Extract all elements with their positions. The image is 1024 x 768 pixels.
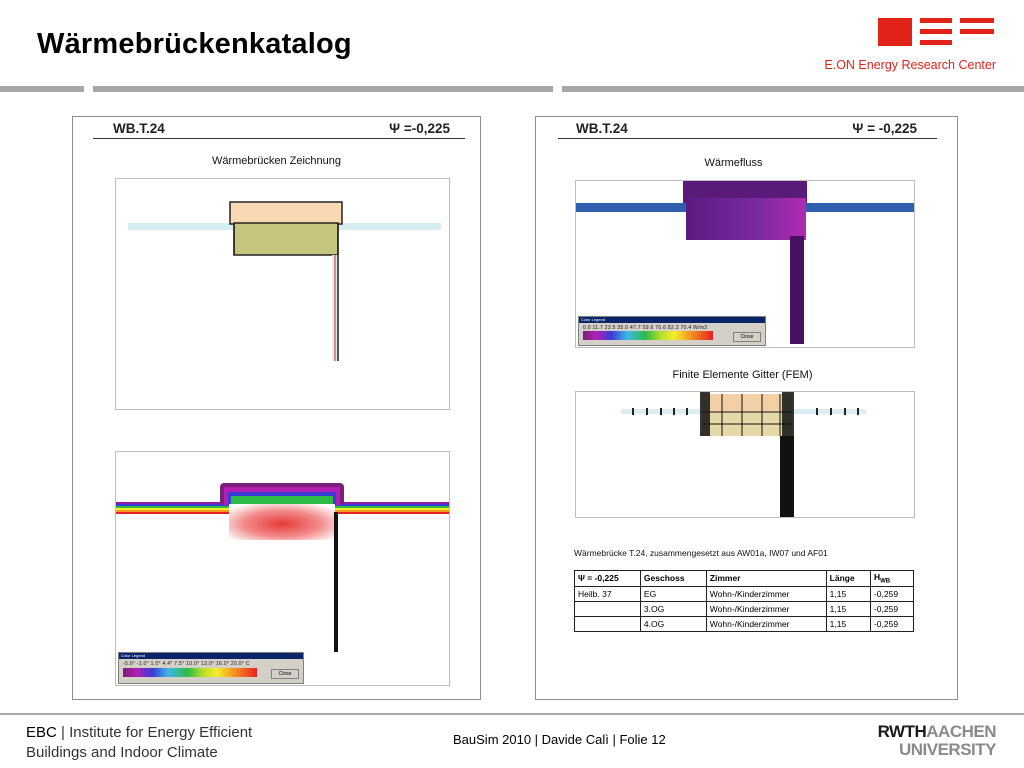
right-panel-id: WB.T.24 [576,121,628,136]
table-cell: Heilb. 37 [575,586,641,601]
ebc-abbr: EBC [26,724,57,741]
table-header-psi: Ψ = -0,225 [575,571,641,587]
table-cell: -0,259 [870,616,913,631]
table-cell: Wohn-/Kinderzimmer [706,616,826,631]
temperature-field-figure [115,451,450,686]
legend-title: Color Legend [581,317,606,322]
eon-mark-icon [876,16,996,46]
ebc-institute-logo: EBC | Institute for Energy Efficient Buildings and Indoor Climate [26,724,253,761]
fem-grid-figure [575,391,915,518]
table-cell [575,601,641,616]
table-row [575,616,914,631]
table-cell: Wohn-/Kinderzimmer [706,586,826,601]
table-header-row [575,571,914,587]
table-cell: 1,15 [826,616,870,631]
rwth-logo [876,722,996,762]
table-header-laenge: Länge [826,571,870,587]
table-header-hwb: $H_{WB}$ [870,571,913,587]
heat-flow-figure [575,180,915,348]
right-color-legend [578,316,766,346]
table-cell [575,616,641,631]
rwth-city: AACHEN [926,722,996,741]
table-header-zimmer: Zimmer [706,571,826,587]
legend-color-bar [583,331,713,340]
rwth-university: UNIVERSITY [898,740,996,759]
table-row [575,586,914,601]
brand-name: E.ON Energy Research Center [824,58,996,72]
legend-ticks: 0.0 11.7 23.5 35.0 47.7 59.6 70.6 82.3 70.4 W/m2 [583,325,708,331]
ebc-line1: Institute for Energy Efficient [69,724,253,741]
legend-close-button[interactable]: Close [271,669,299,679]
left-color-legend [118,652,304,684]
left-panel-id: WB.T.24 [113,121,165,136]
legend-color-bar [123,668,257,677]
fem-caption: Finite Elemente Gitter (FEM) [672,369,813,381]
header-divider [0,86,1024,92]
table-header-geschoss: Geschoss [640,571,706,587]
legend-ticks: -5.0° -1.0° 1.0° 4.4° 7.5° 10.0° 13.0° 16.0° 20.0° C [123,661,250,667]
ebc-line2: Buildings and Indoor Climate [26,744,218,761]
slide-title: Wärmebrückenkatalog [37,28,352,60]
table-cell: Wohn-/Kinderzimmer [706,601,826,616]
left-panel-caption: Wärmebrücken Zeichnung [211,155,341,167]
table-row [575,601,914,616]
left-panel-rule [93,138,465,139]
legend-title: Color Legend [121,653,146,658]
table-cell: 1,15 [826,586,870,601]
left-panel-psi: Ψ =-0,225 [389,121,450,136]
table-cell: EG [640,586,706,601]
eon-logo [826,16,996,76]
right-panel-psi: Ψ = -0,225 [852,121,917,136]
heat-flow-caption: Wärmefluss [704,157,763,169]
left-panel [72,116,481,700]
table-cell: 3.OG [640,601,706,616]
footer-divider [0,713,1024,715]
legend-close-button[interactable]: Close [733,332,761,342]
thermal-bridge-drawing [115,178,450,410]
rwth-wordmark: RWTH [877,722,927,741]
right-panel-rule [558,138,937,139]
footer-slide-info: BauSim 2010 | Davide Calì | Folie 12 [453,732,666,747]
table-cell: 1,15 [826,601,870,616]
thermal-bridge-note: Wärmebrücke T.24, zusammengesetzt aus AW01a, IW07 und AF01 [574,548,828,558]
table-cell: -0,259 [870,601,913,616]
psi-value-table [574,570,914,632]
table-cell: 4.OG [640,616,706,631]
table-cell: -0,259 [870,586,913,601]
